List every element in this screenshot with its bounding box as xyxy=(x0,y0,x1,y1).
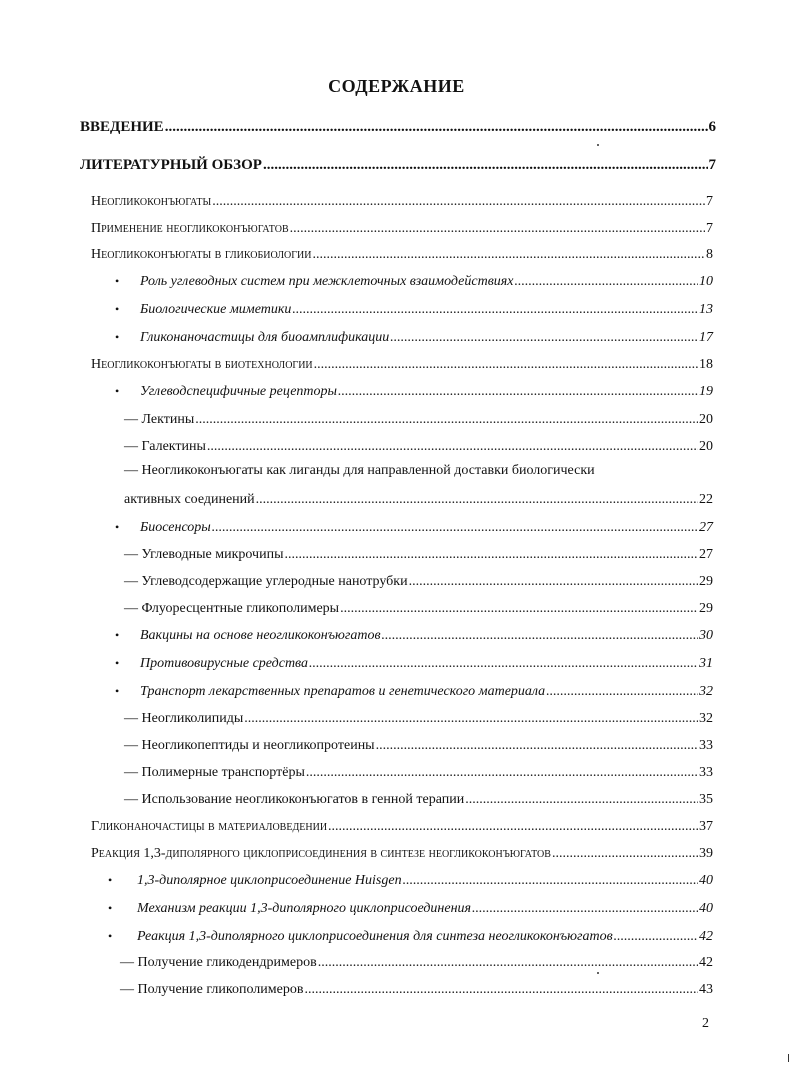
toc-entry[interactable] xyxy=(140,682,713,702)
toc-entry-page: 40 xyxy=(699,873,713,888)
bullet-icon: • xyxy=(115,302,120,316)
toc-leader-dots xyxy=(312,245,705,265)
toc-leader-dots xyxy=(465,790,698,810)
toc-entry-label: — Неогликолипиды xyxy=(124,711,244,726)
bullet-icon: • xyxy=(115,520,120,534)
bullet-icon: • xyxy=(115,330,120,344)
bullet-icon: • xyxy=(108,901,113,915)
toc-leader-dots xyxy=(552,844,698,864)
toc-entry-label: Реакция 1,3-диполярного циклоприсоединения для синтеза неогликоконъюгатов xyxy=(137,929,613,944)
toc-entry-label: активных соединений xyxy=(124,492,255,507)
toc-entry[interactable] xyxy=(140,328,713,348)
toc-leader-dots xyxy=(472,899,698,919)
toc-entry-page: 7 xyxy=(706,194,713,209)
toc-entry[interactable] xyxy=(80,155,716,175)
toc-entry-page: 7 xyxy=(708,157,716,173)
toc-entry[interactable] xyxy=(137,927,713,947)
page-title: СОДЕРЖАНИЕ xyxy=(328,76,465,96)
toc-leader-dots xyxy=(284,545,698,565)
bullet-icon: • xyxy=(108,929,113,943)
toc-entry[interactable] xyxy=(140,300,713,320)
bullet-icon: • xyxy=(115,274,120,288)
toc-entry-label: — Получение гликодендримеров xyxy=(120,955,317,970)
toc-entry-page: 35 xyxy=(699,792,713,807)
toc-entry-label: Противовирусные средства xyxy=(140,656,309,671)
toc-leader-dots xyxy=(376,736,698,756)
toc-entry-page: 40 xyxy=(699,901,713,916)
toc-entry-label: Механизм реакции 1,3-диполярного циклоприсоединения xyxy=(137,901,472,916)
toc-entry[interactable] xyxy=(140,626,713,646)
toc-entry-label: Гликонаночастицы для биоамплификации xyxy=(140,330,390,345)
toc-entry[interactable] xyxy=(140,654,713,674)
toc-entry[interactable] xyxy=(91,245,713,265)
bullet-icon: • xyxy=(115,684,120,698)
toc-entry[interactable] xyxy=(124,572,713,592)
toc-entry[interactable] xyxy=(124,490,713,510)
toc-entry-label: — Флуоресцентные гликополимеры xyxy=(124,601,340,616)
toc-leader-dots xyxy=(328,817,698,837)
toc-entry-label[interactable]: — Неогликоконъюгаты как лиганды для направленной доставки биологически xyxy=(124,463,595,478)
toc-entry-label: — Неогликопептиды и неогликопротеины xyxy=(124,738,375,753)
toc-entry-label: — Лектины xyxy=(124,412,195,427)
toc-leader-dots xyxy=(244,709,698,729)
scan-speck xyxy=(597,144,599,146)
toc-leader-dots xyxy=(614,927,698,947)
toc-entry-page: 32 xyxy=(699,711,713,726)
toc-entry-label: Роль углеводных систем при межклеточных взаимодействиях xyxy=(140,274,514,289)
toc-leader-dots xyxy=(207,437,698,457)
toc-leader-dots xyxy=(256,490,698,510)
toc-entry-page: 22 xyxy=(699,492,713,507)
toc-leader-dots xyxy=(165,117,708,137)
bullet-icon: • xyxy=(115,656,120,670)
toc-entry[interactable] xyxy=(91,817,713,837)
toc-entry-label: Биологические миметики xyxy=(140,302,292,317)
toc-entry-page: 6 xyxy=(708,119,716,135)
scan-speck xyxy=(597,972,599,974)
toc-leader-dots xyxy=(195,410,698,430)
toc-entry[interactable] xyxy=(124,410,713,430)
toc-entry[interactable] xyxy=(124,790,713,810)
toc-entry[interactable] xyxy=(140,382,713,402)
toc-entry-page: 43 xyxy=(699,982,713,997)
toc-entry-page: 37 xyxy=(699,819,713,834)
toc-leader-dots xyxy=(318,953,698,973)
toc-entry-page: 7 xyxy=(706,221,713,236)
toc-entry-page: 13 xyxy=(699,302,713,317)
toc-entry-label: — Получение гликополимеров xyxy=(120,982,304,997)
toc-leader-dots xyxy=(382,626,698,646)
toc-leader-dots xyxy=(314,355,698,375)
toc-entry-label: Гликонаночастицы в материаловедении xyxy=(91,819,328,834)
toc-entry[interactable] xyxy=(137,871,713,891)
toc-entry-label: — Углеводные микрочипы xyxy=(124,547,284,562)
toc-leader-dots xyxy=(390,328,698,348)
toc-entry[interactable] xyxy=(91,355,713,375)
toc-entry[interactable] xyxy=(80,117,716,137)
toc-entry-page: 42 xyxy=(699,955,713,970)
toc-entry[interactable] xyxy=(91,192,713,212)
toc-entry[interactable] xyxy=(91,219,713,239)
toc-leader-dots xyxy=(306,763,698,783)
bullet-icon: • xyxy=(115,628,120,642)
toc-entry[interactable] xyxy=(140,518,713,538)
toc-leader-dots xyxy=(340,599,698,619)
toc-entry-page: 31 xyxy=(699,656,713,671)
toc-entry[interactable] xyxy=(124,763,713,783)
toc-entry-page: 39 xyxy=(699,846,713,861)
toc-entry-page: 27 xyxy=(699,547,713,562)
toc-entry-page: 18 xyxy=(699,357,713,372)
toc-leader-dots xyxy=(292,300,698,320)
toc-entry-label: — Использование неогликоконъюгатов в генной терапии xyxy=(124,792,465,807)
toc-entry-page: 33 xyxy=(699,765,713,780)
toc-leader-dots xyxy=(546,682,698,702)
toc-leader-dots xyxy=(212,518,698,538)
toc-entry[interactable] xyxy=(137,899,713,919)
toc-entry[interactable] xyxy=(124,709,713,729)
toc-entry-label: Реакция 1,3-диполярного циклоприсоединения в синтезе неогликоконъюгатов xyxy=(91,846,551,861)
toc-entry[interactable] xyxy=(124,545,713,565)
toc-entry-label: ЛИТЕРАТУРНЫЙ ОБЗОР xyxy=(80,157,262,173)
toc-entry-label: Применение неогликоконъюгатов xyxy=(91,221,289,236)
toc-entry-label: Транспорт лекарственных препаратов и генетического материала xyxy=(140,684,546,699)
toc-entry[interactable] xyxy=(124,437,713,457)
toc-entry-page: 10 xyxy=(699,274,713,289)
toc-entry-page: 32 xyxy=(699,684,713,699)
toc-entry-label: Вакцины на основе неогликоконъюгатов xyxy=(140,628,381,643)
toc-entry-page: 33 xyxy=(699,738,713,753)
toc-entry-page: 29 xyxy=(699,601,713,616)
toc-entry-label: Углеводспецифичные рецепторы xyxy=(140,384,338,399)
toc-entry-page: 42 xyxy=(699,929,713,944)
toc-entry-label: — Углеводсодержащие углеродные нанотрубки xyxy=(124,574,408,589)
toc-entry[interactable] xyxy=(120,953,713,973)
toc-entry-label: — Полимерные транспортёры xyxy=(124,765,305,780)
toc-entry[interactable] xyxy=(120,980,713,1000)
toc-entry[interactable] xyxy=(124,599,713,619)
toc-entry-page: 29 xyxy=(699,574,713,589)
toc-entry-page: 8 xyxy=(706,247,713,262)
scan-speck xyxy=(788,1054,789,1062)
toc-entry-page: 27 xyxy=(699,520,713,535)
bullet-icon: • xyxy=(115,384,120,398)
toc-entry-page: 30 xyxy=(699,628,713,643)
page-number: 2 xyxy=(702,1016,709,1031)
toc-leader-dots xyxy=(263,155,708,175)
toc-entry[interactable] xyxy=(124,736,713,756)
toc-entry-page: 17 xyxy=(699,330,713,345)
toc-entry-label: ВВЕДЕНИЕ xyxy=(80,119,164,135)
toc-leader-dots xyxy=(409,572,698,592)
toc-entry-label: Неогликоконъюгаты xyxy=(91,194,212,209)
toc-leader-dots xyxy=(515,272,699,292)
toc-leader-dots xyxy=(212,192,705,212)
toc-entry-page: 20 xyxy=(699,439,713,454)
toc-entry-page: 19 xyxy=(699,384,713,399)
toc-leader-dots xyxy=(290,219,705,239)
toc-entry[interactable] xyxy=(91,844,713,864)
toc-entry-label: Неогликоконъюгаты в гликобиологии xyxy=(91,247,312,262)
toc-entry-label: 1,3-диполярное циклоприсоединение Huisgen xyxy=(137,873,402,888)
toc-leader-dots xyxy=(338,382,698,402)
toc-entry[interactable] xyxy=(140,272,713,292)
toc-leader-dots xyxy=(304,980,698,1000)
bullet-icon: • xyxy=(108,873,113,887)
toc-entry-label: — Галектины xyxy=(124,439,206,454)
toc-leader-dots xyxy=(309,654,698,674)
toc-entry-label: Биосенсоры xyxy=(140,520,211,535)
toc-entry-label: Неогликоконъюгаты в биотехнологии xyxy=(91,357,313,372)
toc-entry-page: 20 xyxy=(699,412,713,427)
toc-leader-dots xyxy=(403,871,698,891)
